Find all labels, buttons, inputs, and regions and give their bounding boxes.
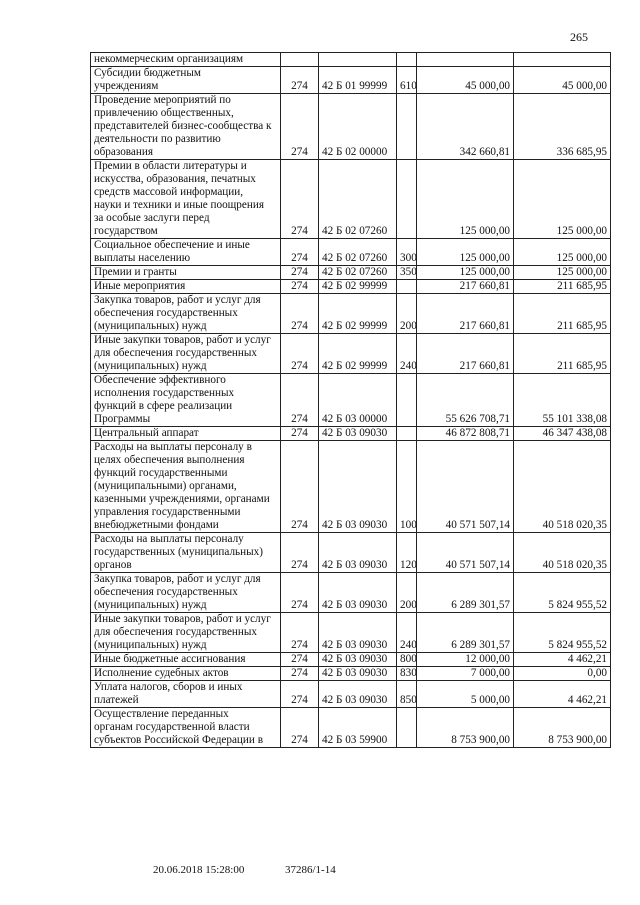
table-row (91, 294, 611, 334)
row-value2-cell: 211 685,95 (514, 294, 611, 334)
row-value2-cell: 211 685,95 (514, 334, 611, 374)
table-row (91, 667, 611, 681)
table-row (91, 653, 611, 667)
row-vr-cell (397, 427, 417, 441)
row-value2-cell: 125 000,00 (514, 239, 611, 266)
row-value1-cell: 55 626 708,71 (417, 374, 514, 427)
row-value2-cell: 125 000,00 (514, 266, 611, 280)
row-value1-cell: 125 000,00 (417, 160, 514, 239)
table-row (91, 94, 611, 160)
row-ved-cell: 274 (281, 239, 319, 266)
row-ved-cell: 274 (281, 681, 319, 708)
row-value1-cell: 217 660,81 (417, 280, 514, 294)
row-name-cell: Уплата налогов, сборов и иных платежей (91, 681, 281, 708)
row-vr-cell (397, 94, 417, 160)
row-csr-cell: 42 Б 02 99999 (319, 294, 397, 334)
row-name-cell: Исполнение судебных актов (91, 667, 281, 681)
table-row (91, 573, 611, 613)
row-value2-cell: 125 000,00 (514, 160, 611, 239)
row-name-cell: некоммерческим организациям (91, 53, 281, 67)
row-vr-cell: 240 (397, 613, 417, 653)
row-name-cell: Проведение мероприятий по привлечению общественных, представителей бизнес-сообщества к деятельности по развитию образования (91, 94, 281, 160)
row-csr-cell: 42 Б 02 07260 (319, 239, 397, 266)
row-ved-cell: 274 (281, 94, 319, 160)
row-value1-cell: 6 289 301,57 (417, 573, 514, 613)
row-vr-cell (397, 280, 417, 294)
row-ved-cell: 274 (281, 374, 319, 427)
row-value2-cell: 4 462,21 (514, 653, 611, 667)
budget-table-body (91, 53, 611, 748)
row-name-cell: Иные закупки товаров, работ и услуг для обеспечения государственных (муниципальных) нужд (91, 613, 281, 653)
table-row (91, 533, 611, 573)
row-value1-cell: 45 000,00 (417, 67, 514, 94)
row-name-cell: Субсидии бюджетным учреждениям (91, 67, 281, 94)
row-name-cell: Расходы на выплаты персоналу в целях обеспечения выполнения функций государственными (муниципальными) органами, казенными учреждениями, органами управления государственными внебюджетными фондами (91, 441, 281, 533)
row-value2-cell: 45 000,00 (514, 67, 611, 94)
table-row (91, 53, 611, 67)
row-value1-cell: 342 660,81 (417, 94, 514, 160)
row-name-cell: Закупка товаров, работ и услуг для обеспечения государственных (муниципальных) нужд (91, 294, 281, 334)
row-ved-cell: 274 (281, 708, 319, 748)
row-csr-cell: 42 Б 02 00000 (319, 94, 397, 160)
row-value1-cell: 217 660,81 (417, 294, 514, 334)
row-vr-cell: 200 (397, 294, 417, 334)
row-value2-cell: 8 753 900,00 (514, 708, 611, 748)
row-name-cell: Закупка товаров, работ и услуг для обеспечения государственных (муниципальных) нужд (91, 573, 281, 613)
row-value2-cell: 55 101 338,08 (514, 374, 611, 427)
footer-doc-number: 37286/1-14 (285, 864, 336, 876)
row-value2-cell: 4 462,21 (514, 681, 611, 708)
row-csr-cell: 42 Б 03 59900 (319, 708, 397, 748)
row-ved-cell: 274 (281, 573, 319, 613)
row-csr-cell: 42 Б 02 99999 (319, 280, 397, 294)
row-vr-cell: 240 (397, 334, 417, 374)
row-value1-cell (417, 53, 514, 67)
budget-table (90, 52, 611, 748)
row-csr-cell: 42 Б 03 09030 (319, 441, 397, 533)
row-ved-cell: 274 (281, 441, 319, 533)
row-ved-cell: 274 (281, 613, 319, 653)
row-ved-cell: 274 (281, 334, 319, 374)
table-row (91, 239, 611, 266)
table-row (91, 681, 611, 708)
row-vr-cell: 100 (397, 441, 417, 533)
row-csr-cell: 42 Б 02 99999 (319, 334, 397, 374)
row-value1-cell: 7 000,00 (417, 667, 514, 681)
row-csr-cell: 42 Б 02 07260 (319, 160, 397, 239)
row-value1-cell: 125 000,00 (417, 266, 514, 280)
table-row (91, 708, 611, 748)
row-csr-cell: 42 Б 03 09030 (319, 667, 397, 681)
row-name-cell: Центральный аппарат (91, 427, 281, 441)
row-csr-cell: 42 Б 03 09030 (319, 533, 397, 573)
row-csr-cell: 42 Б 03 09030 (319, 613, 397, 653)
table-row (91, 374, 611, 427)
row-vr-cell: 850 (397, 681, 417, 708)
row-name-cell: Иные мероприятия (91, 280, 281, 294)
row-vr-cell: 800 (397, 653, 417, 667)
row-value2-cell: 40 518 020,35 (514, 533, 611, 573)
row-value2-cell: 5 824 955,52 (514, 573, 611, 613)
row-value2-cell (514, 53, 611, 67)
row-vr-cell: 350 (397, 266, 417, 280)
row-csr-cell: 42 Б 03 00000 (319, 374, 397, 427)
footer-datetime: 20.06.2018 15:28:00 (153, 864, 245, 876)
row-csr-cell: 42 Б 03 09030 (319, 653, 397, 667)
row-ved-cell: 274 (281, 280, 319, 294)
row-vr-cell (397, 374, 417, 427)
row-ved-cell: 274 (281, 67, 319, 94)
page-number: 265 (570, 30, 588, 44)
row-ved-cell: 274 (281, 294, 319, 334)
row-value1-cell: 46 872 808,71 (417, 427, 514, 441)
table-row (91, 334, 611, 374)
row-value1-cell: 217 660,81 (417, 334, 514, 374)
row-value1-cell: 5 000,00 (417, 681, 514, 708)
row-ved-cell (281, 53, 319, 67)
row-vr-cell: 300 (397, 239, 417, 266)
row-vr-cell: 200 (397, 573, 417, 613)
row-ved-cell: 274 (281, 653, 319, 667)
row-name-cell: Обеспечение эффективного исполнения государственных функций в сфере реализации Программы (91, 374, 281, 427)
row-vr-cell: 610 (397, 67, 417, 94)
table-row (91, 67, 611, 94)
row-name-cell: Иные закупки товаров, работ и услуг для обеспечения государственных (муниципальных) нужд (91, 334, 281, 374)
row-vr-cell: 120 (397, 533, 417, 573)
row-value2-cell: 46 347 438,08 (514, 427, 611, 441)
row-name-cell: Иные бюджетные ассигнования (91, 653, 281, 667)
row-value2-cell: 211 685,95 (514, 280, 611, 294)
table-row (91, 441, 611, 533)
row-value2-cell: 5 824 955,52 (514, 613, 611, 653)
row-value2-cell: 40 518 020,35 (514, 441, 611, 533)
row-name-cell: Премии в области литературы и искусства, образования, печатных средств массовой информации, науки и техники и иные поощрения за особые заслуги перед государством (91, 160, 281, 239)
row-ved-cell: 274 (281, 160, 319, 239)
row-csr-cell: 42 Б 03 09030 (319, 573, 397, 613)
table-row (91, 613, 611, 653)
row-value1-cell: 125 000,00 (417, 239, 514, 266)
row-name-cell: Премии и гранты (91, 266, 281, 280)
row-value1-cell: 8 753 900,00 (417, 708, 514, 748)
row-vr-cell: 830 (397, 667, 417, 681)
row-value2-cell: 336 685,95 (514, 94, 611, 160)
row-csr-cell: 42 Б 01 99999 (319, 67, 397, 94)
row-name-cell: Расходы на выплаты персоналу государственных (муниципальных) органов (91, 533, 281, 573)
row-vr-cell (397, 708, 417, 748)
row-csr-cell: 42 Б 03 09030 (319, 681, 397, 708)
row-value1-cell: 40 571 507,14 (417, 533, 514, 573)
row-csr-cell: 42 Б 02 07260 (319, 266, 397, 280)
row-ved-cell: 274 (281, 667, 319, 681)
row-csr-cell (319, 53, 397, 67)
table-row (91, 427, 611, 441)
table-row (91, 280, 611, 294)
row-ved-cell: 274 (281, 533, 319, 573)
row-ved-cell: 274 (281, 427, 319, 441)
row-csr-cell: 42 Б 03 09030 (319, 427, 397, 441)
row-vr-cell (397, 53, 417, 67)
row-value2-cell: 0,00 (514, 667, 611, 681)
row-ved-cell: 274 (281, 266, 319, 280)
row-name-cell: Осуществление переданных органам государственной власти субъектов Российской Федерации в (91, 708, 281, 748)
table-row (91, 160, 611, 239)
row-value1-cell: 40 571 507,14 (417, 441, 514, 533)
row-name-cell: Социальное обеспечение и иные выплаты населению (91, 239, 281, 266)
table-row (91, 266, 611, 280)
row-value1-cell: 6 289 301,57 (417, 613, 514, 653)
row-vr-cell (397, 160, 417, 239)
row-value1-cell: 12 000,00 (417, 653, 514, 667)
